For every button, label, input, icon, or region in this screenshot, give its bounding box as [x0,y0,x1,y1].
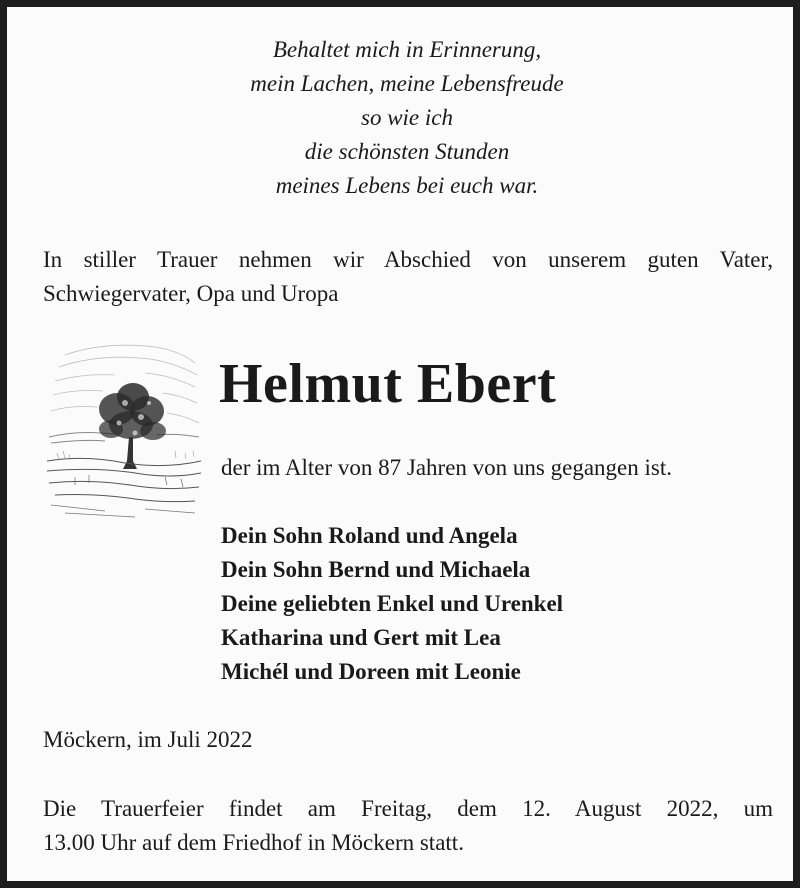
family-member-line: Dein Sohn Bernd und Michaela [221,557,531,582]
intro-line: In stiller Trauer nehmen wir Abschied von unserem guten Vater, [43,247,773,272]
poem-line: mein Lachen, meine Lebensfreude [250,71,564,96]
family-list [221,519,563,689]
place-date: Möckern, im Juli 2022 [43,727,253,752]
tree-landscape-sketch-icon [45,333,203,521]
family-member-line: Dein Sohn Roland und Angela [221,523,518,548]
family-member-line: Deine geliebten Enkel und Urenkel [221,591,564,616]
service-line: 13.00 Uhr auf dem Friedhof in Möckern statt. [43,830,464,855]
service-line: Die Trauerfeier findet am Freitag, dem 12. August 2022, um [43,796,773,821]
family-member-line: Michél und Doreen mit Leonie [221,659,521,684]
intro-line: Schwiegervater, Opa und Uropa [43,281,339,306]
funeral-service-info [43,792,773,860]
poem-line: die schönsten Stunden [304,139,510,164]
deceased-name: Helmut Ebert [219,353,557,415]
poem [7,33,800,203]
family-member-line: Katharina und Gert mit Lea [221,625,501,650]
poem-line: so wie ich [361,105,453,130]
poem-line: Behaltet mich in Erinnerung, [272,37,542,62]
age-statement: der im Alter von 87 Jahren von uns gegangen ist. [221,455,672,480]
poem-line: meines Lebens bei euch war. [275,173,539,198]
intro-text [43,243,773,311]
